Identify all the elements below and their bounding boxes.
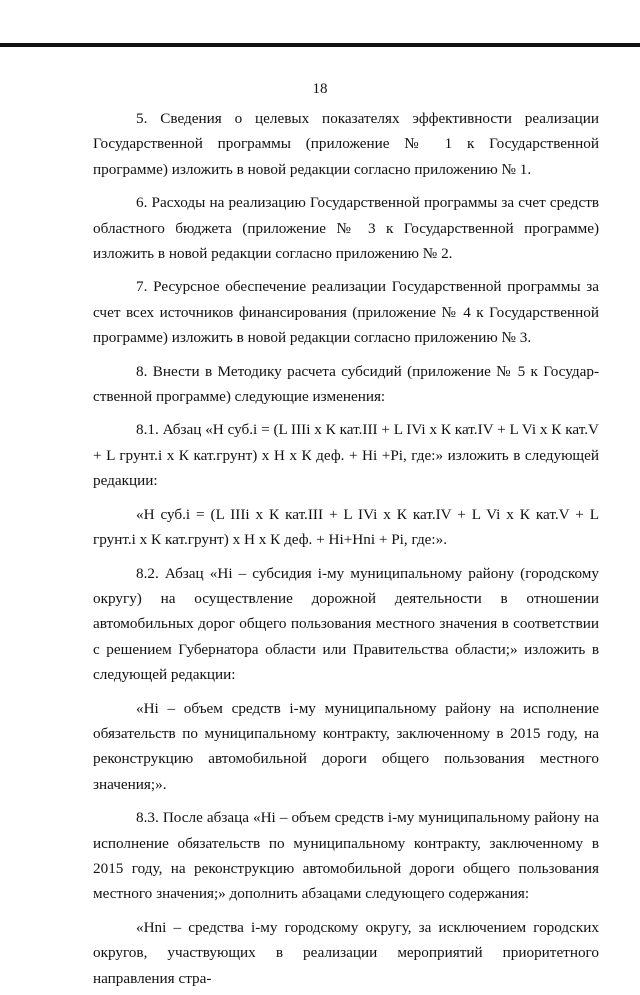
document-body <box>93 106 599 995</box>
paragraph-8-2: 8.2. Абзац «Hi – субсидия i-му муниципальному району (городскому округу) на осуществление дорожной деятельности в отношении автомобильных дорог общего пользования местного значения в соответствии с решением Губернатора области или Правительства области;» изложить в следующей редакции: <box>93 564 599 684</box>
paragraph-6: 6. Расходы на реализацию Государственной программы за счет средств областного бюджета (приложение № 3 к Государственной программе) изложить в новой редакции согласно приложению № 2. <box>93 194 599 263</box>
paragraph-8-1-formula: «Н суб.i = (L IIIi х К кат.III + L IVi х К кат.IV + L Vi х К кат.V + L грунт.i х К кат.грунт) х Н х К деф. + Hi+Hni + Pi, где:». <box>93 505 599 549</box>
paragraph-8-3: 8.3. После абзаца «Hi – объем средств i-му муниципальному району на исполнение обязательств по муниципальному контракту, заключенному в 2015 году, на реконструкцию автомобильной дороги общего пользования местного значения;» дополнить абзацами следующего содержания: <box>93 809 599 903</box>
header-rule <box>0 43 640 47</box>
paragraph-5: 5. Сведения о целевых показателях эффективности реализации Государственной программы (приложение № 1 к Государственной программе) изложить в новой редакции согласно приложению № 1. <box>93 110 599 178</box>
paragraph-8: 8. Внести в Методику расчета субсидий (приложение № 5 к Государственной программе) следующие изменения: <box>93 362 599 406</box>
paragraph-8-3-new-text: «Hni – средства i-му городскому округу, за исключением городских округов, участвующих в реализации мероприятий приоритетного направления стра- <box>93 918 599 987</box>
paragraph-8-1: 8.1. Абзац «Н суб.i = (L IIIi х К кат.III + L IVi х К кат.IV + L Vi х К кат.V + L грунт.i х К кат.грунт) х Н х К деф. + Hi +Pi, где:» изложить в следующей редакции: <box>93 421 599 490</box>
paragraph-7: 7. Ресурсное обеспечение реализации Государственной программы за счет всех источников финансирования (приложение № 4 к Государственной программе) изложить в новой редакции согласно приложению № 3. <box>93 278 599 347</box>
paragraph-8-2-new-text: «Hi – объем средств i-му муниципальному району на исполнение обязательств по муниципальному контракту, заключенному в 2015 году, на реконструкцию автомобильной дороги общего пользования местного значения;». <box>93 699 599 793</box>
page-number: 18 <box>312 81 328 97</box>
